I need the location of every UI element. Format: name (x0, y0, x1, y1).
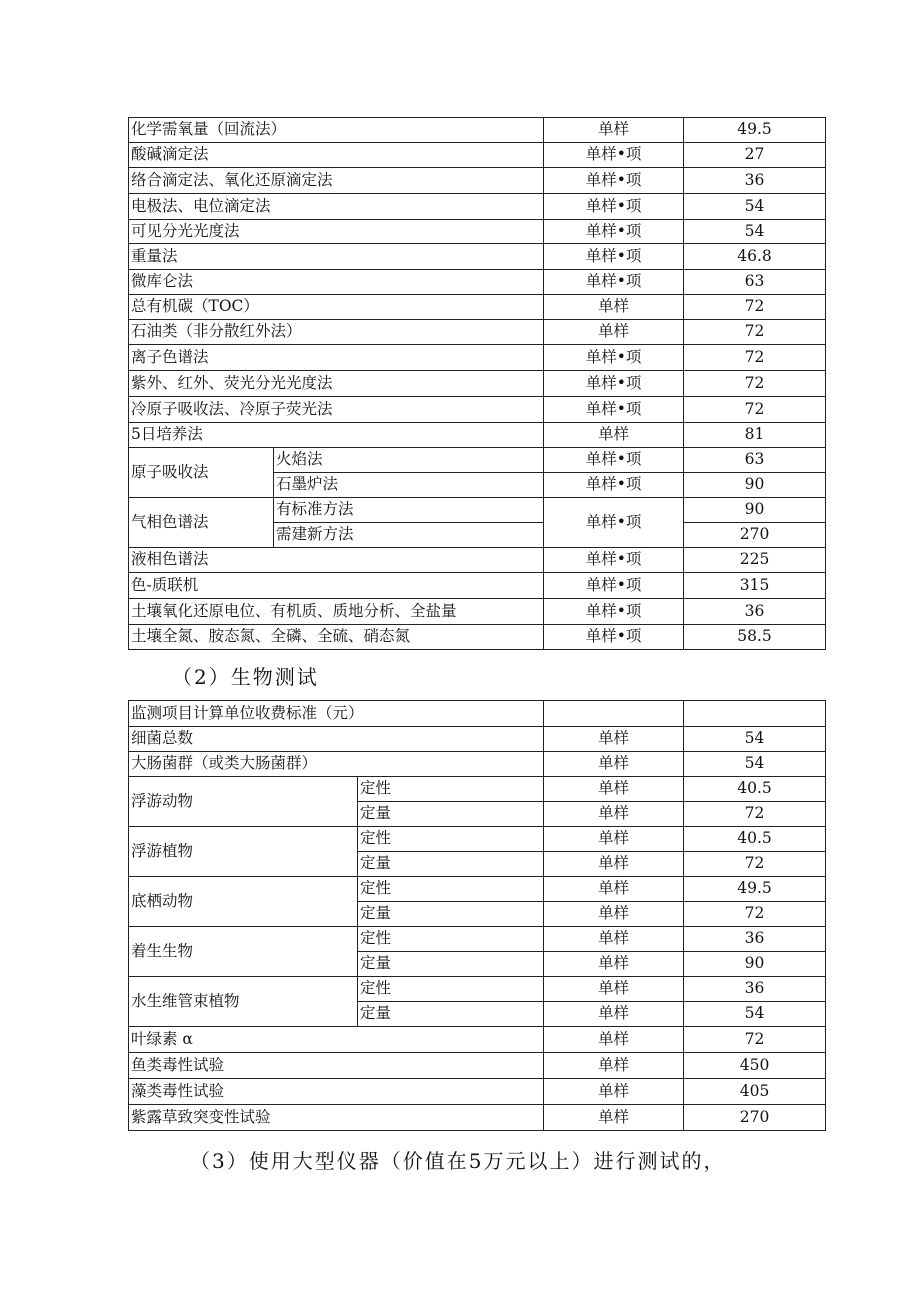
unit-cell: 单样 (544, 827, 684, 852)
table-row (129, 244, 826, 270)
group-name: 着生生物 (129, 927, 358, 977)
price-cell: 36 (684, 168, 826, 194)
section-heading-large-instruments: （3）使用大型仪器（价值在5万元以上）进行测试的， (190, 1149, 726, 1173)
item-name: 藻类毒性试验 (129, 1079, 544, 1105)
unit-cell: 单样 (544, 752, 684, 777)
table-row (129, 573, 826, 599)
table-row (129, 1053, 826, 1079)
item-name: 络合滴定法、氧化还原滴定法 (129, 168, 544, 194)
group-name: 浮游动物 (129, 777, 358, 827)
table-row (129, 220, 826, 244)
unit-cell: 单样•项 (544, 244, 684, 270)
unit-cell: 单样 (544, 877, 684, 902)
unit-cell: 单样 (544, 320, 684, 345)
group-name: 气相色谱法 (129, 498, 274, 548)
item-name: 紫露草致突变性试验 (129, 1105, 544, 1131)
unit-cell: 单样•项 (544, 625, 684, 650)
item-name: 土壤全氮、胺态氮、全磷、全硫、硝态氮 (129, 625, 544, 650)
unit-cell: 单样 (544, 777, 684, 802)
biology-fee-table (128, 700, 826, 1131)
item-name: 液相色谱法 (129, 548, 544, 573)
price-cell: 49.5 (684, 877, 826, 902)
item-name: 石油类（非分散红外法） (129, 320, 544, 345)
table-row (129, 423, 826, 448)
unit-cell: 单样 (544, 423, 684, 448)
price-cell: 54 (684, 727, 826, 752)
table-row (129, 320, 826, 345)
price-cell: 46.8 (684, 244, 826, 270)
sub-type: 定量 (358, 852, 544, 877)
item-name: 离子色谱法 (129, 345, 544, 371)
unit-cell: 单样•项 (544, 270, 684, 295)
item-name: 冷原子吸收法、冷原子荧光法 (129, 397, 544, 423)
group-name: 原子吸收法 (129, 448, 274, 498)
table-row (129, 877, 826, 902)
sub-type: 定量 (358, 802, 544, 827)
price-cell: 36 (684, 977, 826, 1002)
unit-cell: 单样 (544, 1053, 684, 1079)
unit-cell: 单样 (544, 1105, 684, 1131)
unit-cell: 单样 (544, 952, 684, 977)
sub-type: 定量 (358, 902, 544, 927)
unit-cell: 单样•项 (544, 498, 684, 548)
price-cell: 58.5 (684, 625, 826, 650)
price-cell: 72 (684, 397, 826, 423)
sub-type: 定性 (358, 827, 544, 852)
section-heading-biology: （2）生物测试 (172, 665, 319, 689)
header-empty-cell (684, 701, 826, 727)
price-cell: 270 (684, 1105, 826, 1131)
price-cell: 49.5 (684, 118, 826, 143)
table-row (129, 777, 826, 802)
unit-cell: 单样 (544, 1027, 684, 1053)
price-cell: 90 (684, 952, 826, 977)
sub-method: 石墨炉法 (274, 473, 544, 498)
unit-cell: 单样 (544, 977, 684, 1002)
item-name: 可见分光光度法 (129, 220, 544, 244)
unit-cell: 单样•项 (544, 345, 684, 371)
table-row (129, 194, 826, 220)
group-name: 底栖动物 (129, 877, 358, 927)
table-row (129, 1027, 826, 1053)
unit-cell: 单样•项 (544, 448, 684, 473)
price-cell: 36 (684, 599, 826, 625)
item-name: 细菌总数 (129, 727, 544, 752)
table-row (129, 752, 826, 777)
table-row (129, 448, 826, 473)
price-cell: 63 (684, 448, 826, 473)
unit-cell: 单样•项 (544, 143, 684, 168)
unit-cell: 单样•项 (544, 194, 684, 220)
item-name: 电极法、电位滴定法 (129, 194, 544, 220)
table-row (129, 345, 826, 371)
item-name: 微库仑法 (129, 270, 544, 295)
price-cell: 90 (684, 473, 826, 498)
price-cell: 72 (684, 320, 826, 345)
sub-method: 火焰法 (274, 448, 544, 473)
table-row (129, 599, 826, 625)
table-row (129, 827, 826, 852)
unit-cell: 单样•项 (544, 599, 684, 625)
table-row (129, 548, 826, 573)
unit-cell: 单样•项 (544, 548, 684, 573)
price-cell: 72 (684, 1027, 826, 1053)
unit-cell: 单样•项 (544, 168, 684, 194)
price-cell: 40.5 (684, 777, 826, 802)
price-cell: 72 (684, 345, 826, 371)
item-name: 紫外、红外、荧光分光光度法 (129, 371, 544, 397)
sub-method: 需建新方法 (274, 523, 544, 548)
price-cell: 54 (684, 220, 826, 244)
unit-cell: 单样 (544, 295, 684, 320)
unit-cell: 单样 (544, 852, 684, 877)
unit-cell: 单样•项 (544, 397, 684, 423)
sub-type: 定量 (358, 952, 544, 977)
price-cell: 270 (684, 523, 826, 548)
unit-cell: 单样 (544, 727, 684, 752)
price-cell: 54 (684, 194, 826, 220)
price-cell: 72 (684, 852, 826, 877)
price-cell: 54 (684, 752, 826, 777)
sub-type: 定性 (358, 977, 544, 1002)
table-row (129, 270, 826, 295)
price-cell: 40.5 (684, 827, 826, 852)
table-row (129, 977, 826, 1002)
table-row (129, 927, 826, 952)
table-row (129, 295, 826, 320)
price-cell: 72 (684, 902, 826, 927)
item-name: 大肠菌群（或类大肠菌群） (129, 752, 544, 777)
item-name: 色-质联机 (129, 573, 544, 599)
item-name: 总有机碳（TOC） (129, 295, 544, 320)
price-cell: 72 (684, 802, 826, 827)
sub-method: 有标准方法 (274, 498, 544, 523)
unit-cell: 单样•项 (544, 371, 684, 397)
price-cell: 225 (684, 548, 826, 573)
table-row (129, 701, 826, 727)
item-name: 重量法 (129, 244, 544, 270)
unit-cell: 单样 (544, 1002, 684, 1027)
table-row (129, 498, 826, 523)
unit-cell: 单样 (544, 927, 684, 952)
table-row (129, 168, 826, 194)
header-empty-cell (544, 701, 684, 727)
unit-cell: 单样 (544, 1079, 684, 1105)
table-row (129, 371, 826, 397)
unit-cell: 单样 (544, 902, 684, 927)
item-name: 化学需氧量（回流法） (129, 118, 544, 143)
price-cell: 405 (684, 1079, 826, 1105)
price-cell: 72 (684, 371, 826, 397)
price-cell: 450 (684, 1053, 826, 1079)
table-row (129, 118, 826, 143)
sub-type: 定量 (358, 1002, 544, 1027)
table-row (129, 625, 826, 650)
item-name: 土壤氧化还原电位、有机质、质地分析、全盐量 (129, 599, 544, 625)
price-cell: 72 (684, 295, 826, 320)
price-cell: 54 (684, 1002, 826, 1027)
item-name: 酸碱滴定法 (129, 143, 544, 168)
header-cell: 监测项目计算单位收费标准（元） (129, 701, 544, 727)
table-row (129, 1079, 826, 1105)
table-row (129, 143, 826, 168)
sub-type: 定性 (358, 927, 544, 952)
item-name: 5日培养法 (129, 423, 544, 448)
chemical-fee-table (128, 117, 826, 650)
price-cell: 27 (684, 143, 826, 168)
table-row (129, 727, 826, 752)
table-row (129, 397, 826, 423)
price-cell: 90 (684, 498, 826, 523)
group-name: 水生维管束植物 (129, 977, 358, 1027)
price-cell: 81 (684, 423, 826, 448)
unit-cell: 单样 (544, 118, 684, 143)
table-row (129, 1105, 826, 1131)
unit-cell: 单样 (544, 802, 684, 827)
item-name: 叶绿素 α (129, 1027, 544, 1053)
unit-cell: 单样•项 (544, 473, 684, 498)
group-name: 浮游植物 (129, 827, 358, 877)
item-name: 鱼类毒性试验 (129, 1053, 544, 1079)
unit-cell: 单样•项 (544, 220, 684, 244)
sub-type: 定性 (358, 777, 544, 802)
price-cell: 315 (684, 573, 826, 599)
price-cell: 63 (684, 270, 826, 295)
unit-cell: 单样•项 (544, 573, 684, 599)
sub-type: 定性 (358, 877, 544, 902)
price-cell: 36 (684, 927, 826, 952)
